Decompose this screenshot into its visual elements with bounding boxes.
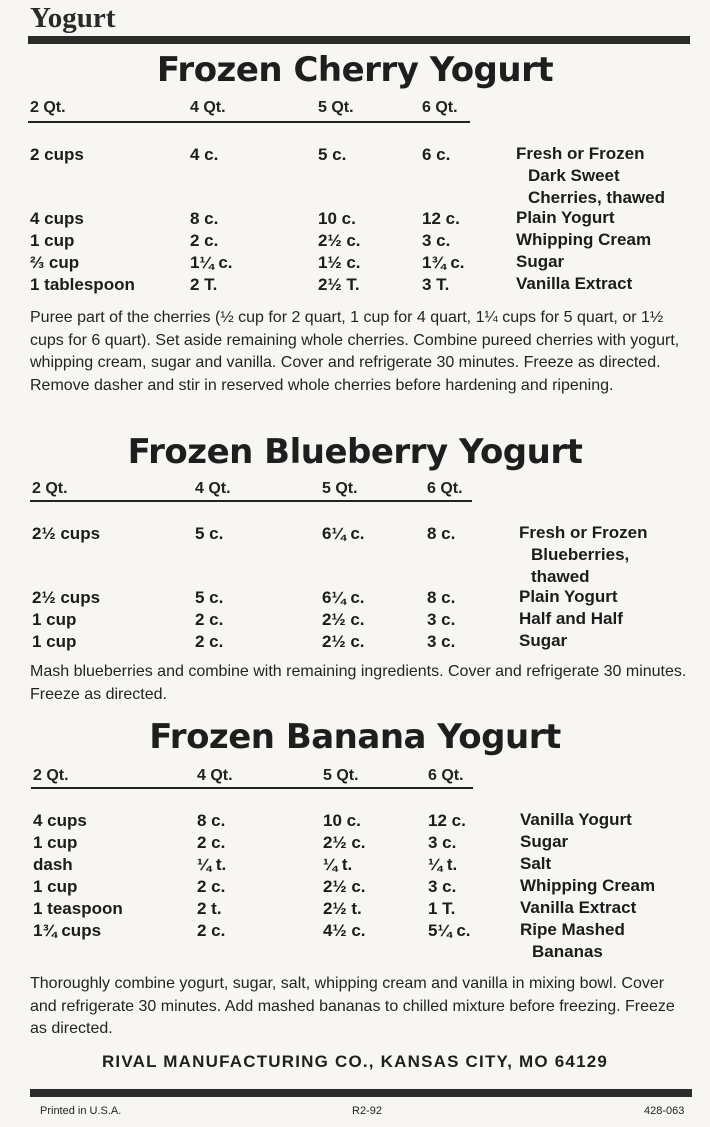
quantity-cell: 3 c. [428, 877, 457, 896]
quantity-cell: 2½ cups [32, 524, 101, 543]
quantity-cell: 5¼ c. [428, 921, 471, 940]
quantity-cell: dash [33, 855, 73, 874]
recipe-directions: Puree part of the cherries (½ cup for 2 quart, 1 cup for 4 quart, 1¼ cups for 5 quart, or 1½ cups for 6 quart). Set aside remaining whole cherries. Combine pureed cherries with yogurt, whipping cream, sugar and vanilla. Cover and refrigerate 30 minutes. Freeze as directed. Remove dasher and stir in reserved whole cherries before hardening and ripening. [30, 309, 680, 394]
quantity-cell: ¼ t. [197, 855, 227, 874]
ingredient [519, 630, 567, 652]
quantity-cell: 2½ c. [322, 632, 365, 651]
quantity-cell: 2 c. [190, 231, 219, 250]
quantity-cell: 12 c. [428, 811, 466, 830]
header-rule [30, 500, 472, 502]
ingredient [519, 586, 618, 608]
quantity-cell: 1 tablespoon [30, 275, 135, 294]
quantity-cell: 8 c. [190, 209, 219, 228]
quantity-cell: 1¾ cups [33, 921, 102, 940]
quantity-cell: 2½ c. [322, 610, 365, 629]
ingredient-line: thawed [531, 567, 590, 586]
quantity-cell: 2 c. [197, 877, 226, 896]
quantity-cell: 2 cups [30, 145, 84, 164]
bottom-rule [30, 1089, 692, 1097]
quantity-cell: 3 c. [428, 833, 457, 852]
quantity-cell: 1 cup [33, 877, 78, 896]
quantity-cell: 1 teaspoon [33, 899, 123, 918]
ingredient [516, 251, 564, 273]
quantity-cell: ¼ t. [428, 855, 458, 874]
quantity-cell: 2 c. [197, 921, 226, 940]
quantity-cell: 4½ c. [323, 921, 366, 940]
quantity-cell: 1¼ c. [190, 253, 233, 272]
quantity-cell: 3 T. [422, 275, 450, 294]
ingredient [516, 229, 651, 251]
quantity-cell: 1½ c. [318, 253, 361, 272]
quantity-cell: 3 c. [427, 610, 456, 629]
ingredient [520, 897, 636, 919]
quantity-cell: 1 cup [32, 610, 77, 629]
ingredient-line: Sugar [520, 832, 569, 851]
recipe-directions: Mash blueberries and combine with remaining ingredients. Cover and refrigerate 30 minutes. Freeze as directed. [30, 663, 687, 703]
company-line: RIVAL MANUFACTURING CO., KANSAS CITY, MO 64129 [101, 1052, 609, 1071]
quantity-cell: 1 T. [428, 899, 456, 918]
quantity-cell: 2½ c. [318, 231, 361, 250]
quantity-cell: 8 c. [427, 524, 456, 543]
quantity-cell: 6 c. [422, 145, 451, 164]
quantity-cell: 8 c. [197, 811, 226, 830]
footer-number: 428-063 [644, 1105, 685, 1117]
column-header: 6 Qt. [422, 99, 458, 116]
column-header: 2 Qt. [32, 480, 68, 497]
quantity-cell: 3 c. [422, 231, 451, 250]
ingredient-line: Vanilla Yogurt [520, 810, 632, 829]
column-header: 6 Qt. [427, 480, 463, 497]
quantity-cell: 2 c. [197, 833, 226, 852]
quantity-cell: 2½ t. [323, 899, 362, 918]
quantity-cell: 2 t. [197, 899, 222, 918]
quantity-cell: 1 cup [33, 833, 78, 852]
quantity-cell: 2 c. [195, 610, 224, 629]
ingredient [516, 207, 615, 229]
recipe-title: Frozen Blueberry Yogurt [127, 432, 583, 472]
ingredient [520, 853, 551, 875]
recipe-directions: Thoroughly combine yogurt, sugar, salt, whipping cream and vanilla in mixing bowl. Cover and refrigerate 30 minutes. Add mashed bananas to chilled mixture before freezing. Freeze as directed. [30, 975, 675, 1037]
quantity-cell: 4 cups [33, 811, 87, 830]
quantity-cell: 2½ c. [323, 833, 366, 852]
ingredient [519, 608, 623, 630]
quantity-cell: ⅔ cup [30, 253, 80, 272]
ingredient [516, 273, 632, 295]
column-header: 6 Qt. [428, 767, 464, 784]
ingredient-line: Vanilla Extract [520, 898, 637, 917]
ingredient-line: Sugar [519, 631, 568, 650]
ingredient [520, 831, 568, 853]
column-header: 4 Qt. [195, 480, 231, 497]
recipe-title: Frozen Cherry Yogurt [156, 50, 554, 90]
column-header: 5 Qt. [323, 767, 359, 784]
ingredient [520, 809, 632, 831]
ingredient-line: Cherries, thawed [528, 188, 665, 207]
ingredient-line: Half and Half [519, 609, 623, 628]
quantity-cell: 2½ c. [323, 877, 366, 896]
header-rule [28, 121, 470, 123]
column-header: 2 Qt. [30, 99, 66, 116]
ingredient-line: Vanilla Extract [516, 274, 633, 293]
header-rule [31, 787, 473, 789]
quantity-cell: 2 c. [195, 632, 224, 651]
column-header: 4 Qt. [197, 767, 233, 784]
ingredient-line: Dark Sweet [528, 166, 620, 185]
footer-code: R2-92 [352, 1105, 382, 1117]
quantity-cell: 10 c. [323, 811, 361, 830]
quantity-cell: 2½ cups [32, 588, 101, 607]
column-header: 5 Qt. [318, 99, 354, 116]
ingredient-line: Whipping Cream [520, 876, 656, 895]
quantity-cell: 1 cup [30, 231, 75, 250]
quantity-cell: 2½ T. [318, 275, 360, 294]
quantity-cell: 10 c. [318, 209, 356, 228]
ingredient-line: Salt [520, 854, 552, 873]
ingredient-line: Bananas [532, 942, 603, 961]
column-header: 5 Qt. [322, 480, 358, 497]
quantity-cell: 1¾ c. [422, 253, 465, 272]
quantity-cell: 3 c. [427, 632, 456, 651]
ingredient-line: Fresh or Frozen [519, 523, 648, 542]
ingredient [516, 143, 665, 209]
quantity-cell: ¼ t. [323, 855, 353, 874]
quantity-cell: 12 c. [422, 209, 460, 228]
footer-printed: Printed in U.S.A. [40, 1105, 122, 1117]
ingredient-line: Sugar [516, 252, 565, 271]
ingredient [519, 522, 647, 588]
quantity-cell: 5 c. [318, 145, 347, 164]
quantity-cell: 2 T. [190, 275, 218, 294]
quantity-cell: 4 cups [30, 209, 84, 228]
ingredient [520, 875, 655, 897]
quantity-cell: 4 c. [190, 145, 219, 164]
ingredient [520, 919, 625, 963]
ingredient-line: Ripe Mashed [520, 920, 625, 939]
quantity-cell: 6¼ c. [322, 524, 365, 543]
section-label: Yogurt [30, 2, 116, 34]
column-header: 4 Qt. [190, 99, 226, 116]
ingredient-line: Whipping Cream [516, 230, 652, 249]
ingredient-line: Plain Yogurt [516, 208, 615, 227]
quantity-cell: 5 c. [195, 524, 224, 543]
ingredient-line: Plain Yogurt [519, 587, 618, 606]
quantity-cell: 5 c. [195, 588, 224, 607]
quantity-cell: 6¼ c. [322, 588, 365, 607]
ingredient-line: Fresh or Frozen [516, 144, 645, 163]
recipe-title: Frozen Banana Yogurt [149, 717, 561, 757]
ingredient-line: Blueberries, [531, 545, 630, 564]
quantity-cell: 8 c. [427, 588, 456, 607]
quantity-cell: 1 cup [32, 632, 77, 651]
top-rule [28, 36, 690, 44]
column-header: 2 Qt. [33, 767, 69, 784]
